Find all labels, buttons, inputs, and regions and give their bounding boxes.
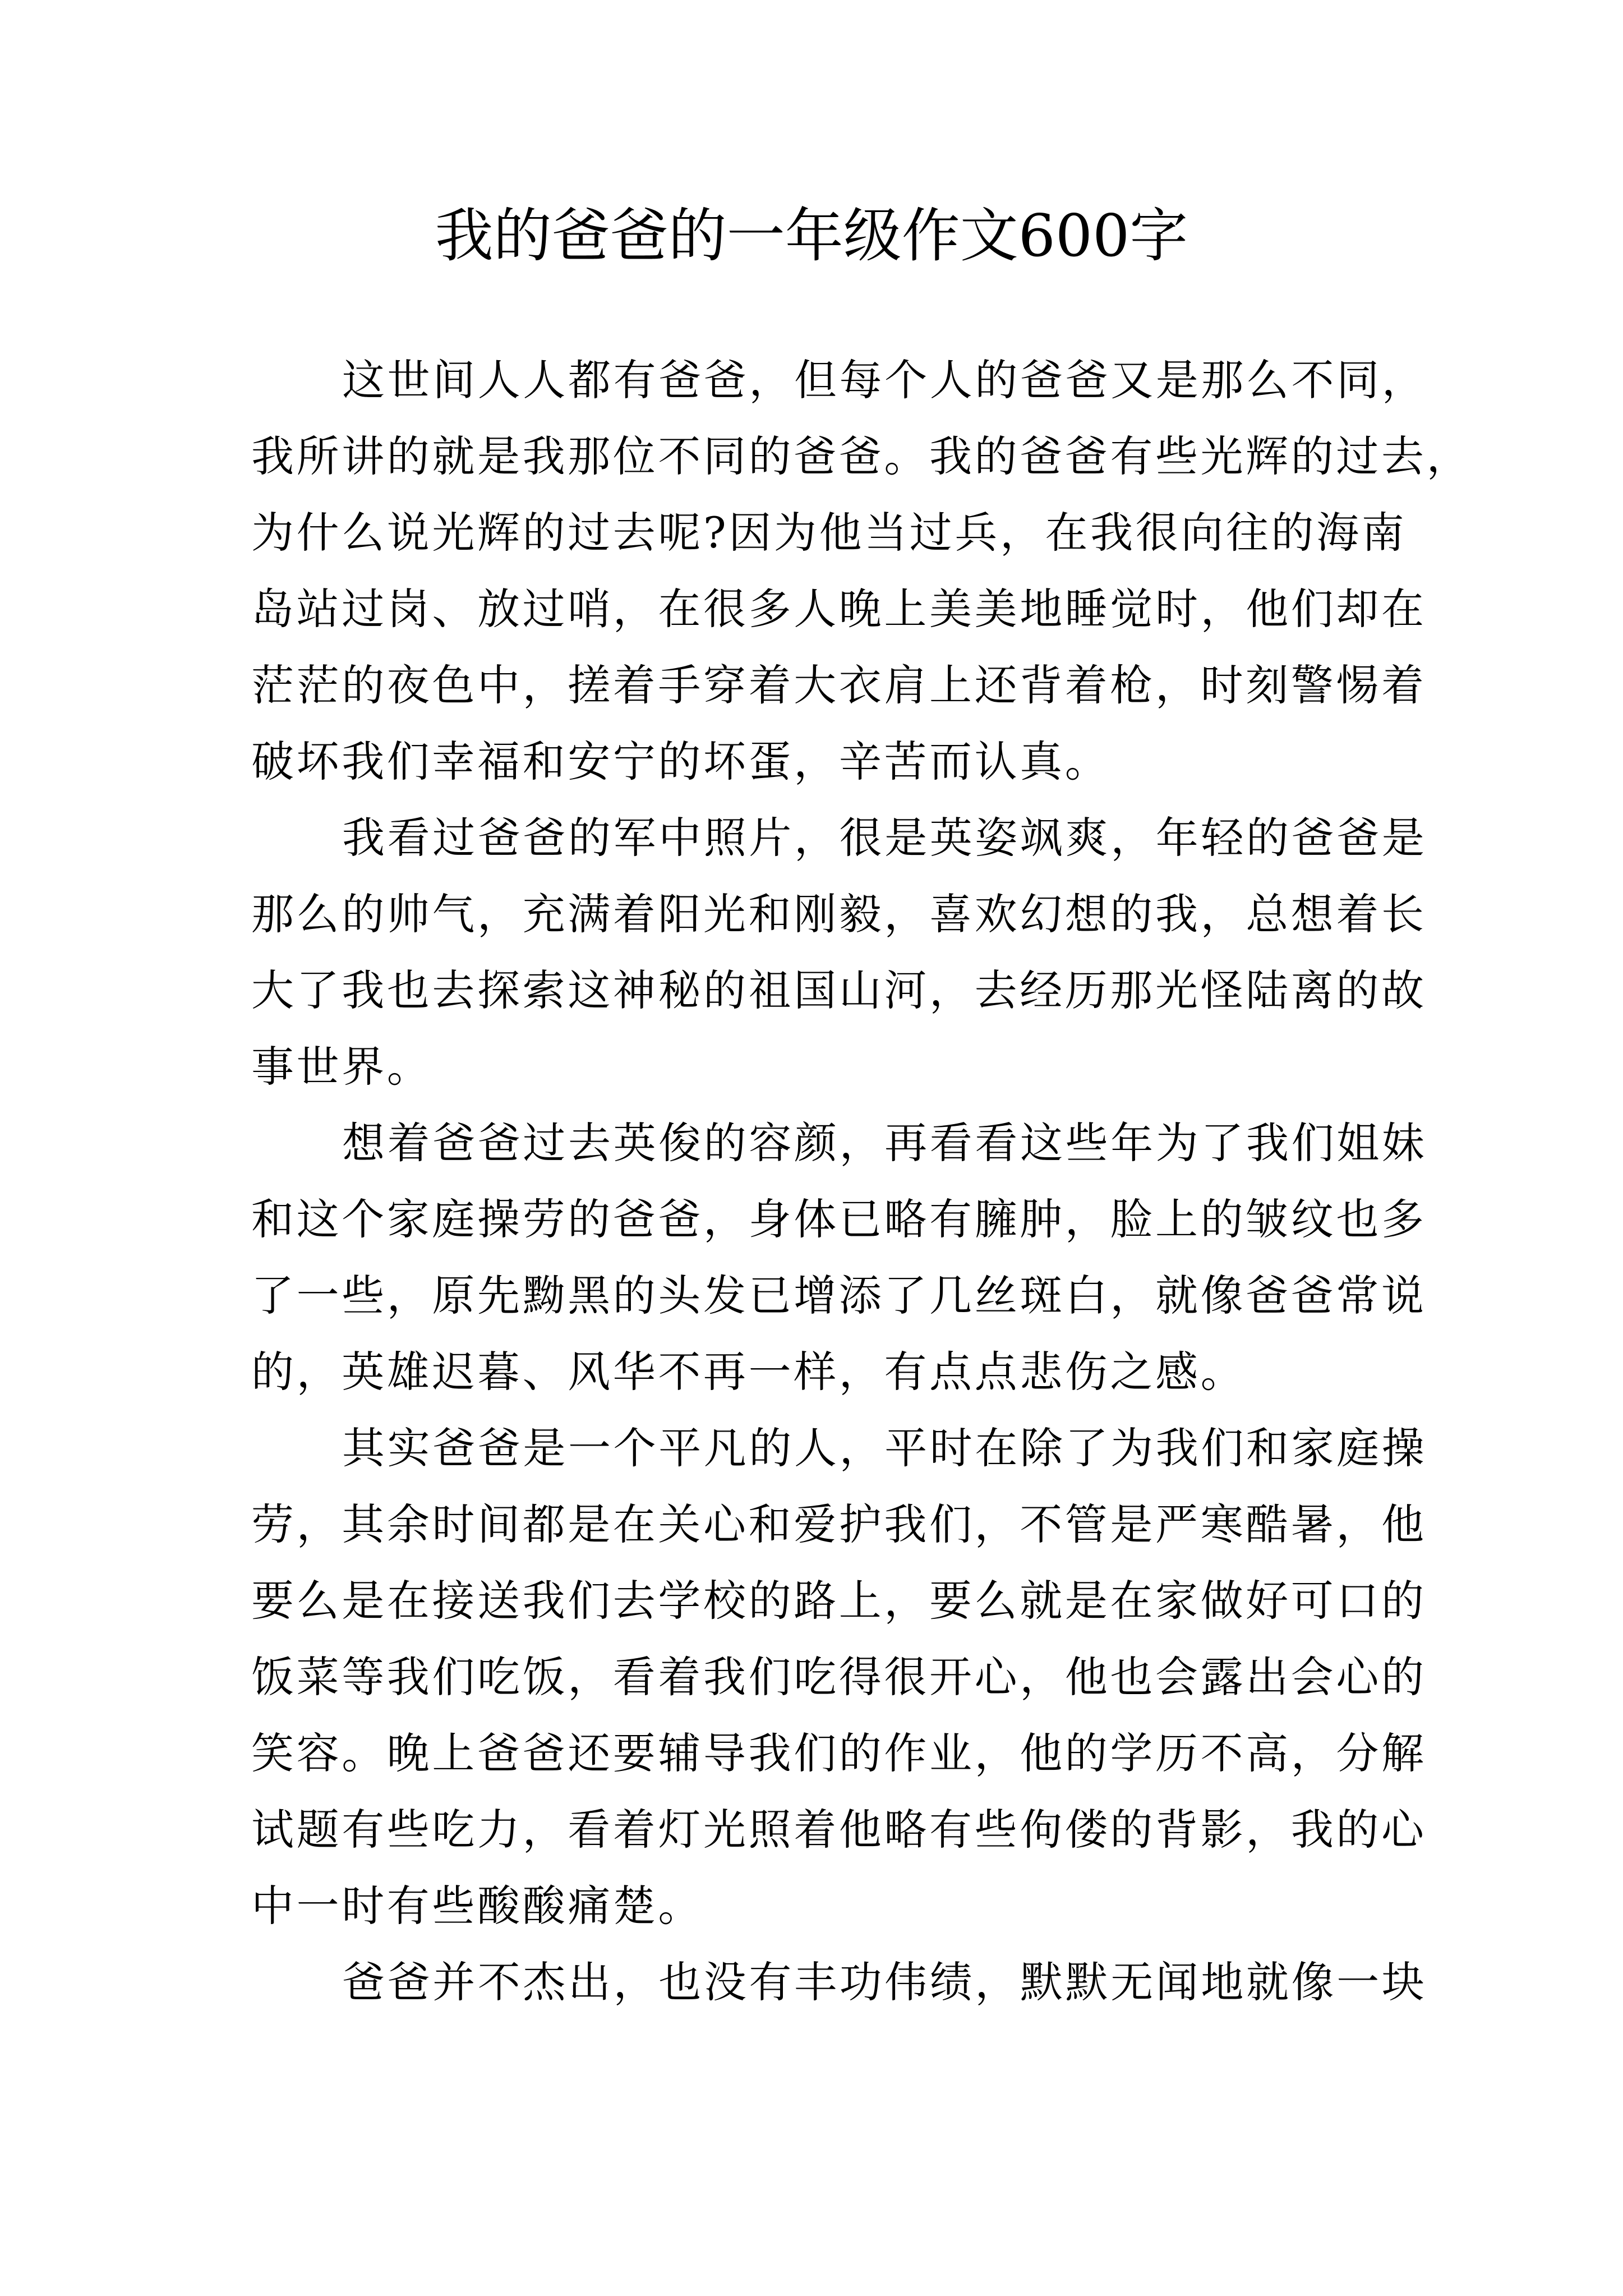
paragraph-line: 事世界。 (251, 1042, 432, 1092)
paragraph-line: 了一些，原先黝黑的头发已增添了几丝斑白，就像爸爸常说 (251, 1271, 1427, 1320)
paragraph-line: 破坏我们幸福和安宁的坏蛋，辛苦而认真。 (251, 737, 1110, 786)
paragraph-line: 这世间人人都有爸爸，但每个人的爸爸又是那么不同， (342, 355, 1427, 405)
paragraph-line: 其实爸爸是一个平凡的人，平时在除了为我们和家庭操 (342, 1423, 1427, 1473)
paragraph-line: 为什么说光辉的过去呢?因为他当过兵，在我很向往的海南 (251, 508, 1407, 558)
paragraph-line: 茫茫的夜色中，搓着手穿着大衣肩上还背着枪，时刻警惕着 (251, 660, 1427, 710)
paragraph-line: 我看过爸爸的军中照片，很是英姿飒爽，年轻的爸爸是 (342, 813, 1427, 863)
document-body (251, 342, 1472, 2021)
paragraph-line: 中一时有些酸酸痛楚。 (251, 1881, 703, 1931)
paragraph-line: 试题有些吃力，看着灯光照着他略有些佝偻的背影，我的心 (251, 1805, 1427, 1855)
paragraph-line: 要么是在接送我们去学校的路上，要么就是在家做好可口的 (251, 1576, 1427, 1626)
document-title: 我的爸爸的一年级作文600字 (435, 201, 1188, 270)
paragraph-line: 我所讲的就是我那位不同的爸爸。我的爸爸有些光辉的过去， (251, 431, 1472, 481)
paragraph-line: 想着爸爸过去英俊的容颜，再看看这些年为了我们姐妹 (342, 1118, 1427, 1168)
paragraph-line: 和这个家庭操劳的爸爸，身体已略有臃肿，脸上的皱纹也多 (251, 1194, 1427, 1244)
paragraph-line: 岛站过岗、放过哨，在很多人晚上美美地睡觉时，他们却在 (251, 584, 1427, 634)
paragraph-line: 那么的帅气，充满着阳光和刚毅，喜欢幻想的我，总想着长 (251, 889, 1427, 939)
paragraph-line: 大了我也去探索这神秘的祖国山河，去经历那光怪陆离的故 (251, 965, 1427, 1015)
paragraph-line: 饭菜等我们吃饭，看着我们吃得很开心，他也会露出会心的 (251, 1652, 1427, 1702)
paragraph-line: 笑容。晚上爸爸还要辅导我们的作业，他的学历不高，分解 (251, 1728, 1427, 1778)
paragraph-line: 的，英雄迟暮、风华不再一样，有点点悲伤之感。 (251, 1347, 1246, 1397)
paragraph-line: 劳，其余时间都是在关心和爱护我们，不管是严寒酷暑，他 (251, 1499, 1427, 1549)
paragraph-line: 爸爸并不杰出，也没有丰功伟绩，默默无闻地就像一块 (342, 1957, 1427, 2007)
